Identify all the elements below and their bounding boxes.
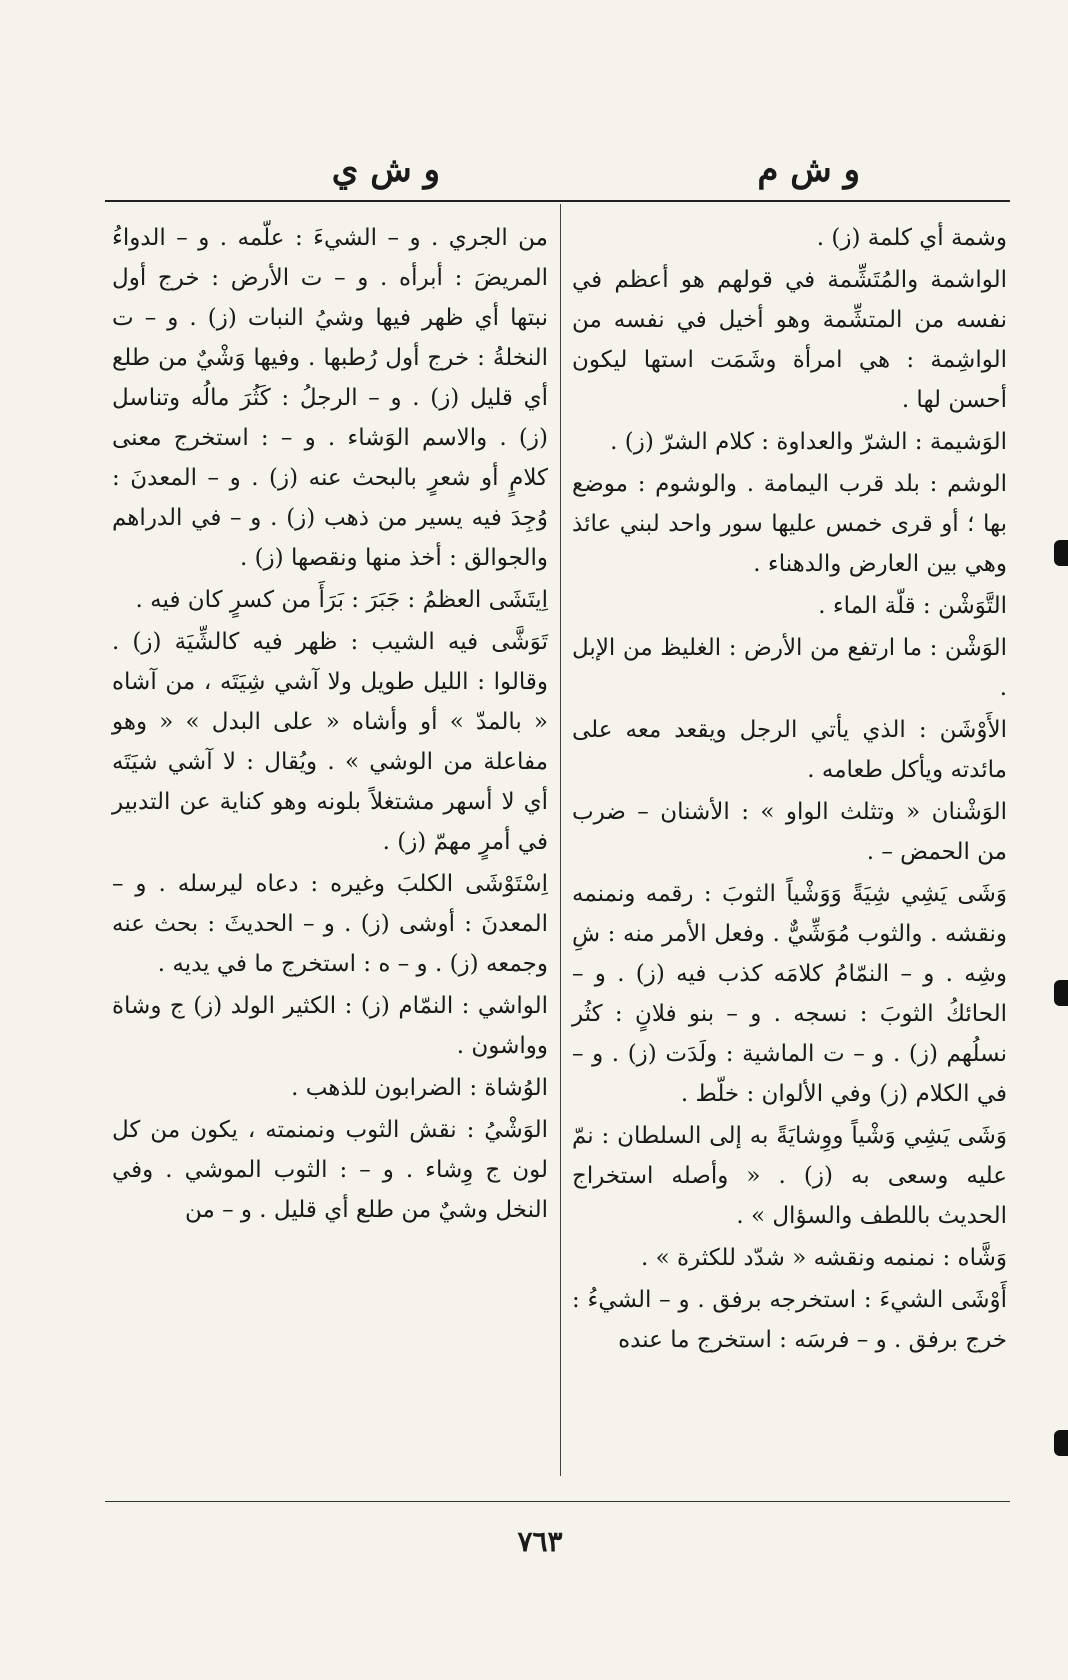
entry: تَوَشَّى فيه الشيب : ظهر فيه كالشِّيَة (ز) . وقالوا : الليل طويل ولا آشي شِيَتَه ، من آشاه « بالمدّ » أو وأشاه « على البدل » « وهو مفاعلة من الوشي » . ويُقال : لا آشي شيَتَه أي لا أسهر مشتغلاً بلونه وهو كناية عن التدبير في أمرٍ مهمّ (ز) .: [112, 629, 548, 855]
right-column: [572, 218, 1007, 1478]
entry: وَشَى يَشِي وَشْياً ووِشايَةً به إلى السلطان : نمّ عليه وسعى به (ز) . « وأصله استخراج الحديث باللطف والسؤال » .: [572, 1123, 1007, 1229]
entry: من الجري . و – الشيءَ : علّمه . و – الدواءُ المريضَ : أبرأه . و – ت الأرض : خرج أول نبتها أي ظهر فيها وشيُ النبات (ز) . و – ت النخلةُ : خرج أول رُطبها . وفيها وَشْيٌ من طلع أي قليل (ز) . و – الرجلُ : كَثُرَ مالُه وتناسل (ز) . والاسم الوَشاء . و – : استخرج معنى كلامٍ أو شعرٍ بالبحث عنه (ز) . و – المعدنَ : وُجِدَ فيه يسير من ذهب (ز) . و – في الدراهم والجوالق : أخذ منها ونقصها (ز) .: [112, 225, 548, 571]
entry: اِيتَشَى العظمُ : جَبَرَ : بَرَأَ من كسرٍ كان فيه .: [135, 587, 548, 613]
left-column: [112, 218, 548, 1478]
entry: أَوْشَى الشيءَ : استخرجه برفق . و – الشيءُ : خرج برفق . و – فرسَه : استخرج ما عنده: [572, 1287, 1007, 1353]
entry: الأَوْشَن : الذي يأتي الرجل ويقعد معه على مائدته ويأكل طعامه .: [572, 717, 1007, 783]
entry: الواشمة والمُتَشِّمة في قولهم هو أعظم في نفسه من المتشِّمة وهو أخيل في نفسه من الواشِمة : هي امرأة وشَمَت استها ليكون أحسن لها .: [572, 267, 1007, 413]
entry: وَشَى يَشِي شِيَةً وَوَشْياً الثوبَ : رقمه ونمنمه ونقشه . والثوب مُوَشِّيٌّ . وفعل الأمر منه : شِ وشِه . و – النمّامُ كلامَه كذب فيه (ز) . و – الحائكُ الثوبَ : نسجه . و – بنو فلانٍ : كثُر نسلُهم (ز) . و – ت الماشية : ولَدَت (ز) . و – في الكلام (ز) وفي الألوان : خلّط .: [572, 881, 1007, 1107]
entry: الوَشْنان « وتثلث الواو » : الأشنان – ضرب من الحمض – .: [572, 799, 1007, 865]
entry: الواشي : النمّام (ز) : الكثير الولد (ز) ج وشاة وواشون .: [112, 993, 548, 1059]
footer-rule: [105, 1501, 1010, 1502]
column-divider: [560, 204, 561, 1476]
entry: اِسْتَوْشَى الكلبَ وغيره : دعاه ليرسله . و – المعدنَ : أوشى (ز) . و – الحديثَ : بحث عنه وجمعه (ز) . و – ه : استخرج ما في يديه .: [112, 871, 548, 977]
entry: وشمة أي كلمة (ز) .: [816, 225, 1007, 251]
entry: الوشم : بلد قرب اليمامة . والوشوم : موضع بها ؛ أو قرى خمس عليها سور واحد لبني عائذ وهي بين العارض والدهناء .: [572, 471, 1007, 577]
entry: التَّوَشْن : قلّة الماء .: [818, 593, 1007, 619]
header-root-left: و ش ي: [331, 150, 440, 190]
entry: وَشَّاه : نمنمه ونقشه « شدّد للكثرة » .: [641, 1245, 1007, 1271]
edge-tab-mark: [1054, 1430, 1068, 1456]
edge-tab-mark: [1054, 980, 1068, 1006]
entry: الوَشيمة : الشرّ والعداوة : كلام الشرّ (ز) .: [610, 429, 1007, 455]
page-number: ٧٦٣: [517, 1525, 563, 1558]
entry: الوَشْن : ما ارتفع من الأرض : الغليظ من الإبل .: [572, 635, 1007, 701]
entry: الوَشْيُ : نقش الثوب ونمنمته ، يكون من كل لون ج وِشاء . و – : الثوب الموشي . وفي النخل وشيٌ من طلع أي قليل . و – من: [112, 1117, 548, 1223]
header-root-right: و ش م: [757, 150, 860, 190]
edge-tab-mark: [1054, 540, 1068, 566]
entry: الوُشاة : الضرابون للذهب .: [291, 1075, 548, 1101]
header-rule: [105, 200, 1010, 202]
